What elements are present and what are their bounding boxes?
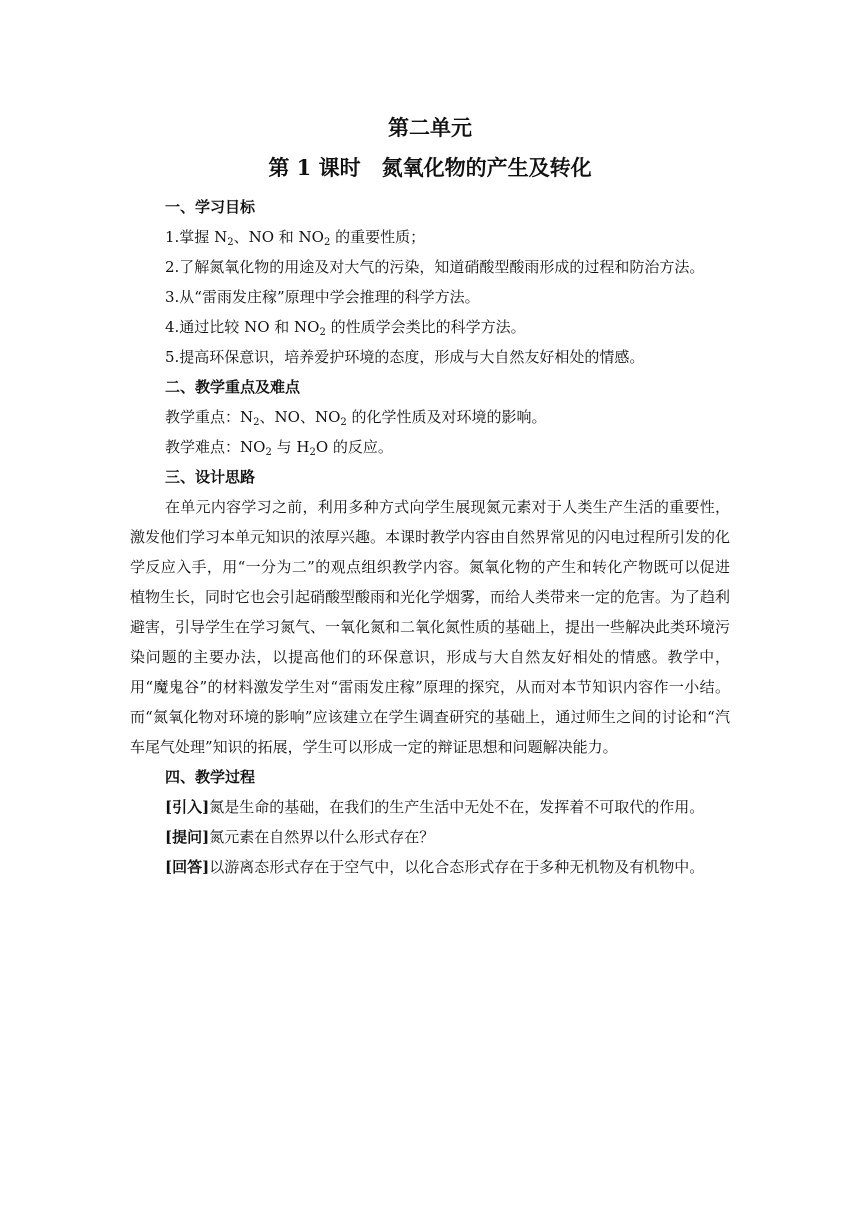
section-heading-design: 三、设计思路 [165, 468, 256, 486]
lesson-title: 第 1 课时 氮氧化物的产生及转化 [268, 155, 592, 180]
section-heading-goals: 一、学习目标 [165, 198, 256, 216]
intro-tag: [引入] [165, 798, 210, 816]
goal-1: 1.掌握 $N_2$、NO 和 $NO_2$ 的重要性质； [165, 228, 426, 248]
question-tag: [提问] [165, 828, 210, 846]
design-paragraph: 在单元内容学习之前，利用多种方式向学生展现氮元素对于人类生产生活的重要性，激发他们学习本单元知识的浓厚兴趣。本课时教学内容由自然界常见的闪电过程所引发的化学反应入手，用“一分为二”的观点组织教学内容。氮氧化物的产生和转化产物既可以促进植物生长，同时它也会引起硝酸型酸雨和光化学烟雾，而给人类带来一定的危害。为了趋利避害，引导学生在学习氮气、一氧化氮和二氧化氮性质的基础上，提出一些解决此类环境污染问题的主要办法，以提高他们的环保意识，形成与大自然友好相处的情感。教学中，用“魔鬼谷”的材料激发学生对“雷雨发庄稼”原理的探究，从而对本节知识内容作一小结。而“氮氧化物对环境的影响”应该建立在学生调查研究的基础上，通过师生之间的讨论和“汽车尾气处理”知识的拓展，学生可以形成一定的辩证思想和问题解决能力。 [130, 498, 731, 756]
answer-paragraph: [回答]以游离态形式存在于空气中，以化合态形式存在于多种无机物及有机物中。 [165, 858, 705, 876]
teaching-difficulty: 教学难点：$NO_2$ 与 $H_2O$ 的反应。 [165, 438, 393, 458]
section-heading-process: 四、教学过程 [165, 768, 256, 786]
answer-tag: [回答] [165, 858, 210, 876]
goal-5: 5.提高环保意识，培养爱护环境的态度，形成与大自然友好相处的情感。 [165, 348, 645, 366]
teaching-focus: 教学重点：$N_2$、NO、$NO_2$ 的化学性质及对环境的影响。 [165, 408, 547, 428]
unit-title: 第二单元 [388, 115, 472, 140]
question-paragraph: [提问]氮元素在自然界以什么形式存在？ [165, 828, 435, 846]
goal-4: 4.通过比较 NO 和 $NO_2$ 的性质学会类比的科学方法。 [165, 318, 526, 338]
section-heading-key-points: 二、教学重点及难点 [165, 378, 301, 396]
goal-3: 3.从“雷雨发庄稼”原理中学会推理的科学方法。 [165, 288, 480, 306]
goal-2: 2.了解氮氧化物的用途及对大气的污染，知道硝酸型酸雨形成的过程和防治方法。 [165, 258, 705, 276]
document-body [130, 112, 730, 882]
intro-paragraph: [引入]氮是生命的基础，在我们的生产生活中无处不在，发挥着不可取代的作用。 [165, 798, 705, 816]
